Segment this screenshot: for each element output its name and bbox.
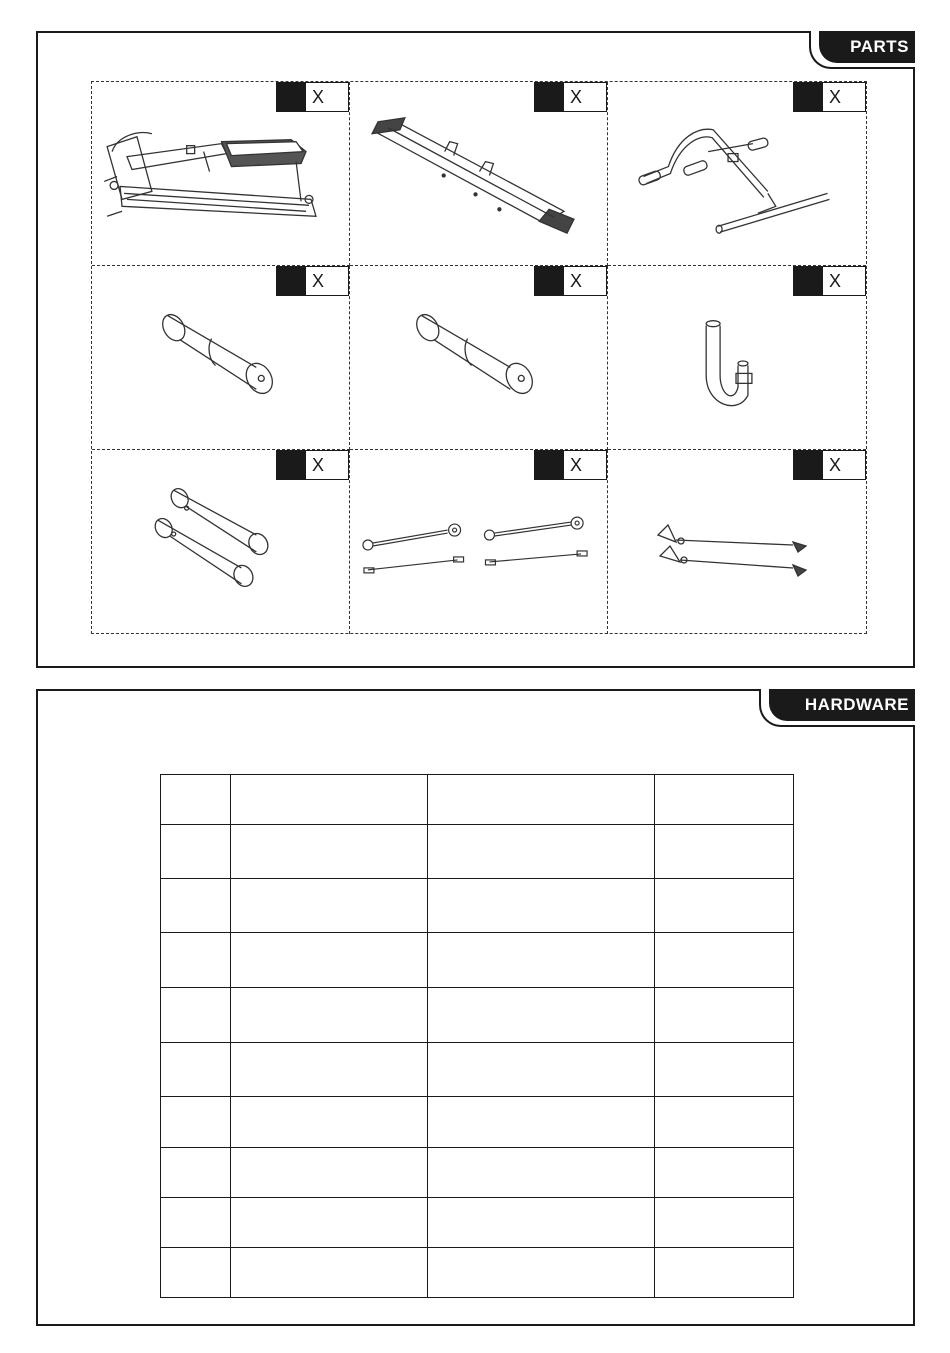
bench-frame-icon [92, 82, 349, 265]
table-row [161, 933, 794, 988]
table-cell [161, 1097, 231, 1148]
quantity-multiplier: X [570, 454, 583, 475]
table-cell [654, 933, 793, 988]
part-cell [608, 82, 866, 266]
part-cell [350, 450, 608, 634]
parts-grid [91, 81, 867, 634]
table-cell [231, 1198, 428, 1248]
hardware-table [160, 774, 794, 1298]
foam-roller-icon [92, 266, 349, 449]
table-header-row [161, 775, 794, 825]
quantity-multiplier: X [570, 270, 583, 291]
part-cell [350, 82, 608, 266]
resistance-band-handles-icon [608, 450, 866, 634]
quantity-multiplier: X [829, 86, 842, 107]
table-row [161, 1043, 794, 1097]
leg-developer-bar-icon [608, 82, 866, 265]
table-cell [428, 1248, 654, 1298]
table-cell [161, 1043, 231, 1097]
hardware-section [36, 689, 915, 1326]
header-cell [161, 775, 231, 825]
table-cell [161, 1148, 231, 1198]
table-cell [161, 825, 231, 879]
quantity-multiplier: X [312, 270, 325, 291]
table-cell [231, 1148, 428, 1198]
main-rail-icon [350, 82, 607, 265]
table-cell [231, 933, 428, 988]
u-bar-icon [608, 266, 866, 449]
table-cell [654, 1043, 793, 1097]
part-cell [92, 266, 350, 450]
header-cell [428, 775, 654, 825]
table-cell [161, 933, 231, 988]
quantity-multiplier: X [312, 86, 325, 107]
table-cell [231, 1097, 428, 1148]
table-cell [231, 988, 428, 1043]
table-cell [654, 879, 793, 933]
part-cell [608, 266, 866, 450]
table-cell [654, 825, 793, 879]
table-cell [231, 825, 428, 879]
table-cell [161, 988, 231, 1043]
table-cell [161, 1248, 231, 1298]
header-cell [231, 775, 428, 825]
table-row [161, 879, 794, 933]
foam-pads-icon [92, 450, 349, 634]
table-cell [654, 1097, 793, 1148]
table-row [161, 1198, 794, 1248]
table-row [161, 1148, 794, 1198]
table-cell [428, 1198, 654, 1248]
table-row [161, 988, 794, 1043]
parts-section [36, 31, 915, 668]
table-cell [654, 1148, 793, 1198]
table-cell [428, 1043, 654, 1097]
foam-roller-icon [350, 266, 607, 449]
cable-set-icon [350, 450, 607, 634]
part-cell [92, 82, 350, 266]
table-row [161, 1097, 794, 1148]
table-cell [428, 1148, 654, 1198]
table-cell [428, 879, 654, 933]
table-cell [428, 988, 654, 1043]
part-cell [92, 450, 350, 634]
table-cell [161, 1198, 231, 1248]
table-row [161, 1248, 794, 1298]
table-cell [161, 879, 231, 933]
hardware-tab: HARDWARE [769, 689, 915, 721]
table-cell [231, 1248, 428, 1298]
quantity-multiplier: X [829, 270, 842, 291]
table-cell [654, 1248, 793, 1298]
table-cell [654, 1198, 793, 1248]
header-cell [654, 775, 793, 825]
parts-tab: PARTS [819, 31, 915, 63]
quantity-multiplier: X [312, 454, 325, 475]
table-cell [428, 933, 654, 988]
part-cell [608, 450, 866, 634]
part-cell [350, 266, 608, 450]
table-cell [428, 1097, 654, 1148]
table-cell [231, 1043, 428, 1097]
table-cell [428, 825, 654, 879]
table-cell [231, 879, 428, 933]
quantity-multiplier: X [829, 454, 842, 475]
table-row [161, 825, 794, 879]
table-cell [654, 988, 793, 1043]
quantity-multiplier: X [570, 86, 583, 107]
